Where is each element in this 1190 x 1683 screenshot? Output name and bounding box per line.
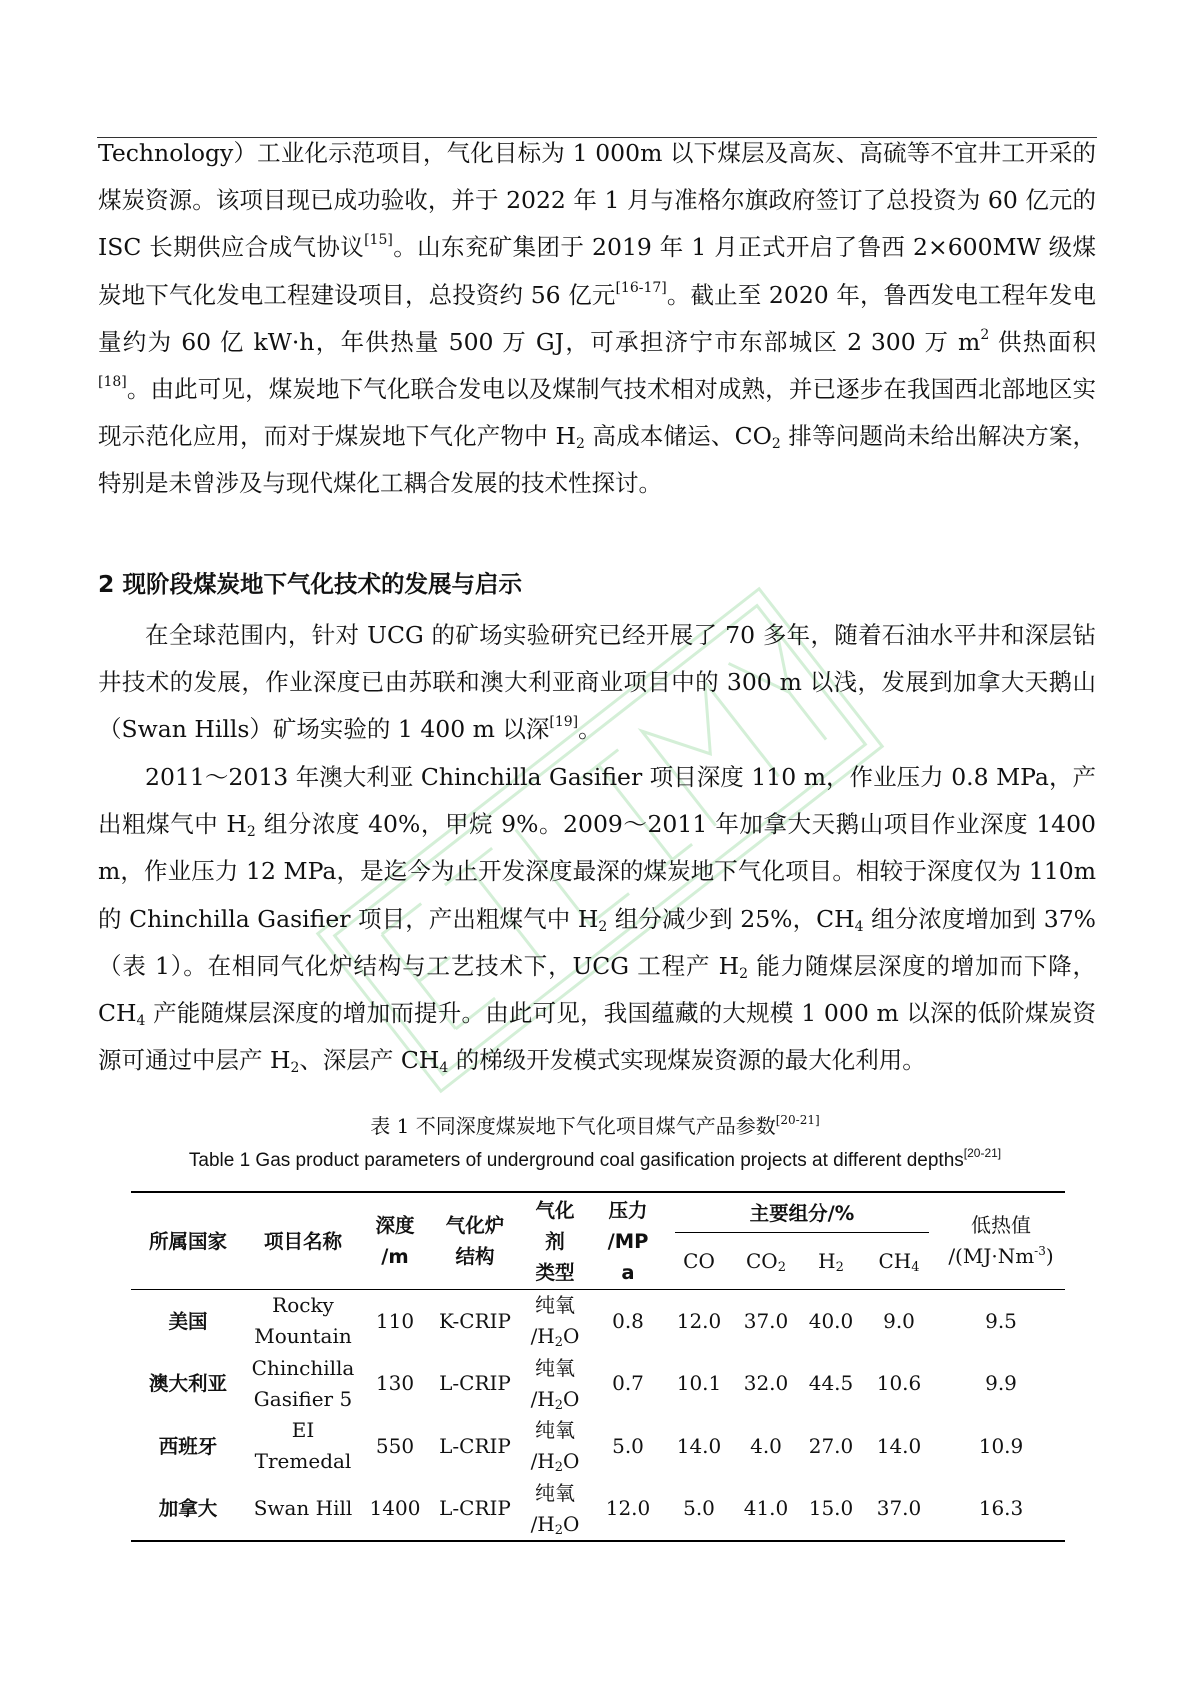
- cell-depth: 1400: [369, 1496, 421, 1521]
- cell-depth: 130: [375, 1371, 415, 1396]
- cell-country: 美国: [168, 1309, 208, 1333]
- cell-lhv: 16.3: [978, 1496, 1024, 1521]
- cell-ch4: 14.0: [876, 1433, 922, 1458]
- cell-co: 14.0: [676, 1433, 722, 1458]
- header-agent: 气化 剂 类型: [535, 1198, 575, 1284]
- cell-ch4: 9.0: [883, 1308, 915, 1333]
- cell-pressure: 12.0: [605, 1496, 651, 1521]
- cell-co2: 32.0: [743, 1371, 789, 1396]
- table-caption-cn: 表 1 不同深度煤炭地下气化项目煤气产品参数[20-21]: [370, 1113, 820, 1138]
- cell-ch4: 37.0: [876, 1496, 922, 1521]
- table-row: [131, 1478, 1065, 1542]
- cell-co2: 37.0: [743, 1308, 789, 1333]
- header-composition: 主要组分/%: [667, 1192, 937, 1233]
- header-lhv: 低热值 $/(MJ\cdot Nm^{-3})$: [948, 1213, 1054, 1268]
- intro-paragraph: Technology）工业化示范项目，气化目标为 1 000m 以下煤层及高灰、高硫等不宜井工开采的煤炭资源。该项目现已成功验收，并于 2022 年 1 月与准格尔旗政府签订了总投资为 60 亿元的 ISC 长期供应合成气协议[15]。山东兖矿集团于 2019 年 1 月正式开启了鲁西 2×600MW 级煤炭地下气化发电工程建设项目，总投资约 56 亿元[16-17]。截止至 2020 年，鲁西发电工程年发电量约为 60 亿 kW·h，年供热量 500 万 GJ，可承担济宁市东部城区 2 300 万 $m^2$ 供热面积[18]。由此可见，煤炭地下气化联合发电以及煤制气技术相对成熟，并已逐步在我国西北部地区实现示范化应用，而对于煤炭地下气化产物中 $H_2$ 高成本储运、$CO_2$ 排等问题尚未给出解决方案，特别是未曾涉及与现代煤化工耦合发展的技术性探讨。: [98, 139, 1097, 498]
- header-project: 项目名称: [263, 1229, 342, 1253]
- cell-project: Swan Hill: [253, 1496, 353, 1521]
- cell-project: EI Tremedal: [254, 1418, 352, 1474]
- cell-pressure: 0.8: [612, 1308, 644, 1333]
- cell-co: 5.0: [683, 1496, 715, 1521]
- cell-country: 西班牙: [158, 1434, 218, 1458]
- citation-ref[interactable]: [19]: [549, 714, 579, 731]
- paragraph-ucg-history: 在全球范围内，针对 UCG 的矿场实验研究已经开展了 70 多年，随着石油水平井和深层钻井技术的发展，作业深度已由苏联和澳大利亚商业项目中的 300 m 以浅，发展到加拿大天鹅山（Swan Hills）矿场实验的 1 400 m 以深[19]。: [98, 621, 1096, 744]
- cell-agent: 纯氧 $/H_2O$: [530, 1418, 580, 1476]
- cell-h2: 15.0: [808, 1496, 854, 1521]
- cell-h2: 44.5: [808, 1371, 854, 1396]
- cell-co: 10.1: [676, 1371, 722, 1396]
- cell-co2: 41.0: [743, 1496, 789, 1521]
- cell-ch4: 10.6: [876, 1371, 922, 1396]
- cell-lhv: 10.9: [978, 1433, 1024, 1458]
- cell-co2: 4.0: [750, 1433, 782, 1458]
- cell-project: Rocky Mountain: [254, 1293, 352, 1349]
- paragraph-project-comparison: 2011～2013 年澳大利亚 Chinchilla Gasifier 项目深度 110 m，作业压力 0.8 MPa，产出粗煤气中 $H_2$ 组分浓度 40%，甲烷 9%。2009～2011 年加拿大天鹅山项目作业深度 1400 m，作业压力 12 MPa，是迄今为止开发深度最深的煤炭地下气化项目。相较于深度仅为 110m 的 Chinchilla Gasifier 项目，产出粗煤气中 $H_2$ 组分减少到 25%，$CH_4$ 组分浓度增加到 37%（表 1）。在相同气化炉结构与工艺技术下，UCG 工程产 $H_2$ 能力随煤层深度的增加而下降，$CH_4$ 产能随煤层深度的增加而提升。由此可见，我国蕴藏的大规模 1 000 m 以深的低阶煤炭资源可通过中层产 $H_2$、深层产 $CH_4$ 的梯级开发模式实现煤炭资源的最大化利用。: [98, 763, 1097, 1077]
- header-h2: $H_2$: [818, 1248, 844, 1275]
- header-country: 所属国家: [148, 1229, 227, 1253]
- cell-gasifier: K-CRIP: [439, 1308, 511, 1333]
- citation-ref[interactable]: [15]: [364, 232, 393, 249]
- cell-lhv: 9.5: [985, 1308, 1017, 1333]
- cell-gasifier: L-CRIP: [439, 1433, 511, 1458]
- header-depth: 深度 /m: [375, 1214, 415, 1268]
- cell-agent: 纯氧 $/H_2O$: [530, 1293, 580, 1351]
- header-ch4: $CH_4$: [878, 1248, 920, 1275]
- cell-depth: 110: [375, 1308, 415, 1333]
- table-row: [131, 1415, 1065, 1478]
- citation-ref[interactable]: [16-17]: [615, 279, 667, 296]
- cell-depth: 550: [375, 1433, 415, 1458]
- cell-country: 加拿大: [158, 1497, 218, 1521]
- cell-pressure: 0.7: [612, 1371, 644, 1396]
- table-caption-en: Table 1 Gas product parameters of underground coal gasification projects at different depths[20-21]: [188, 1146, 1002, 1171]
- cell-co: 12.0: [676, 1308, 722, 1333]
- table-row: [131, 1290, 1065, 1353]
- header-co2: $CO_2$: [746, 1248, 786, 1275]
- cell-agent: 纯氧 $/H_2O$: [530, 1355, 580, 1413]
- header-gasifier: 气化炉 结构: [445, 1214, 505, 1268]
- cell-country: 澳大利亚: [148, 1372, 227, 1396]
- cell-gasifier: L-CRIP: [439, 1496, 511, 1521]
- header-co: CO: [683, 1248, 715, 1273]
- cell-h2: 40.0: [808, 1308, 854, 1333]
- cell-lhv: 9.9: [985, 1371, 1017, 1396]
- section-heading: 2 现阶段煤炭地下气化技术的发展与启示: [98, 570, 523, 598]
- cell-gasifier: L-CRIP: [439, 1371, 511, 1396]
- cell-pressure: 5.0: [612, 1433, 644, 1458]
- cell-agent: 纯氧 $/H_2O$: [530, 1480, 580, 1538]
- cell-project: Chinchilla Gasifier 5: [251, 1355, 355, 1411]
- cell-h2: 27.0: [808, 1433, 854, 1458]
- gas-parameters-table: [131, 1191, 1065, 1542]
- header-pressure: 压力 /MP a: [607, 1198, 649, 1284]
- table-row: [131, 1353, 1065, 1416]
- citation-ref[interactable]: [18]: [98, 374, 127, 391]
